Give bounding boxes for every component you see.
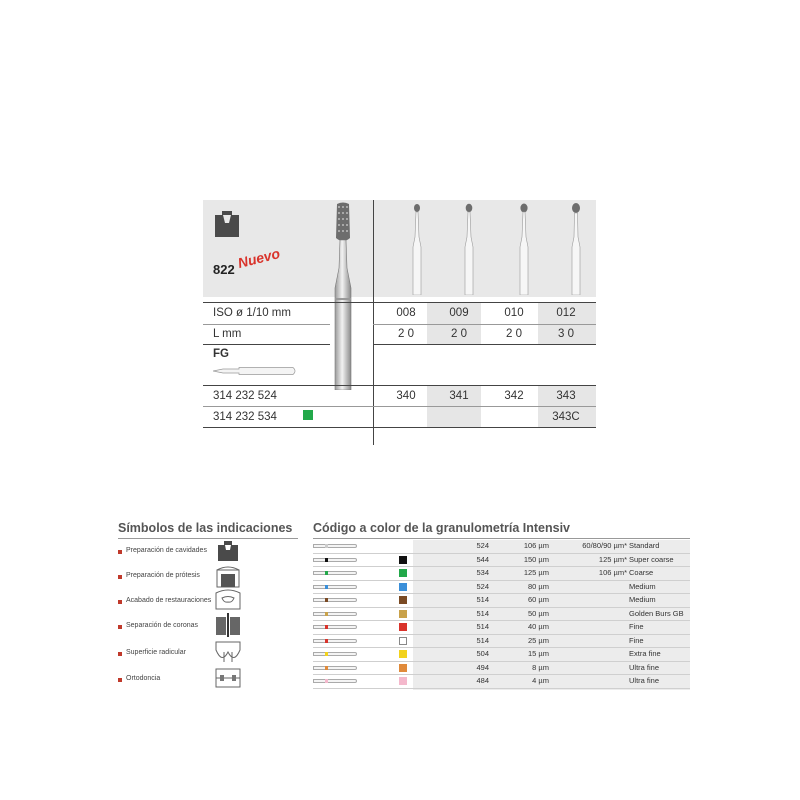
grit-swatch	[399, 569, 407, 577]
ref-code-1: 314 232 524	[213, 390, 277, 402]
grit-row	[313, 662, 690, 675]
grit-alt-size: 106 µm*	[598, 568, 627, 577]
model-number: 822	[213, 262, 235, 277]
grit-row	[313, 554, 690, 567]
ref-code-2: 314 232 534	[213, 411, 277, 423]
bur-mini-icon	[313, 625, 357, 629]
bullet	[118, 625, 122, 629]
symbol-label-finishing: Acabado de restauraciones	[126, 597, 212, 604]
symbol-label-crown-separation: Separación de coronas	[126, 622, 198, 629]
grit-size: 150 µm	[523, 554, 549, 564]
grit-code: 524	[476, 581, 489, 591]
ref-1-value-2: 341	[449, 390, 469, 402]
bullet	[118, 550, 122, 554]
grit-name: Super coarse	[629, 554, 674, 564]
bur-mini-icon	[313, 585, 357, 589]
bur-mini-icon	[313, 639, 357, 643]
grit-name: Medium	[629, 595, 656, 604]
grit-size: 60 µm	[528, 595, 549, 604]
rule-top	[203, 302, 596, 303]
row-divider	[313, 688, 690, 689]
grit-size: 40 µm	[528, 622, 549, 631]
bullet	[118, 575, 122, 579]
iso-value-2: 009	[449, 307, 469, 319]
bur-008-illustration	[411, 203, 423, 295]
grit-name: Fine	[629, 622, 644, 631]
grit-size: 50 µm	[528, 608, 549, 618]
grit-code: 524	[476, 541, 489, 550]
grit-ring	[325, 652, 328, 656]
grit-swatch	[399, 596, 407, 604]
grit-name: Coarse	[629, 568, 654, 577]
bullet	[118, 600, 122, 604]
grit-name: Ultra fine	[629, 676, 660, 685]
iso-value-1: 008	[396, 307, 416, 319]
grit-row	[313, 581, 690, 594]
grit-swatch	[399, 610, 407, 618]
grit-code: 504	[476, 649, 489, 658]
rule-iso-left	[203, 324, 330, 325]
grit-alt-size: 60/80/90 µm*	[582, 541, 627, 550]
grit-ring	[325, 612, 328, 616]
grit-title: Código a color de la granulometría Intensiv	[313, 521, 570, 535]
grit-row	[313, 594, 690, 607]
bullet	[118, 678, 122, 682]
bur-009-illustration	[463, 203, 475, 295]
grit-ring	[325, 679, 328, 683]
root-surface-icon	[214, 640, 242, 664]
grit-ring	[325, 598, 328, 602]
grit-row	[313, 540, 690, 553]
symbols-title: Símbolos de las indicaciones	[118, 521, 293, 535]
grit-ring	[325, 544, 328, 548]
symbol-label-prosthesis: Preparación de prótesis	[126, 572, 200, 579]
grit-rule	[313, 538, 690, 539]
grit-name: Standard	[629, 541, 660, 550]
grit-size: 4 µm	[532, 676, 549, 685]
grit-size: 106 µm	[523, 541, 549, 550]
grit-swatch	[399, 637, 407, 645]
length-value-3: 2 0	[506, 328, 522, 340]
bur-mini-icon	[313, 558, 357, 562]
ref-1-value-4: 343	[556, 390, 576, 402]
grit-swatch	[399, 650, 407, 658]
bullet	[118, 652, 122, 656]
grit-size: 8 µm	[532, 662, 549, 672]
symbol-label-orthodontics: Ortodoncia	[126, 675, 161, 682]
crown-prep-icon	[214, 564, 242, 588]
grit-ring	[325, 558, 328, 562]
length-value-2: 2 0	[451, 328, 467, 340]
grit-row	[313, 635, 690, 648]
new-badge: Nuevo	[236, 245, 282, 271]
rule-refs	[203, 385, 596, 386]
orthodontics-icon	[214, 667, 242, 689]
cavity-icon	[216, 540, 240, 562]
ref-1-value-3: 342	[504, 390, 524, 402]
grit-name: Extra fine	[629, 649, 661, 658]
grit-swatch	[399, 677, 407, 685]
grit-color-table	[313, 518, 690, 693]
symbols-legend	[118, 518, 298, 698]
bur-010-illustration	[518, 203, 530, 295]
grit-ring	[325, 625, 328, 629]
bur-mini-icon	[313, 666, 357, 670]
grit-code: 544	[476, 554, 489, 564]
grit-size: 80 µm	[528, 581, 549, 591]
grit-name: Golden Burs GB	[629, 608, 684, 618]
bur-mini-icon	[313, 571, 357, 575]
grit-row	[313, 621, 690, 634]
rule-length-right	[373, 344, 596, 345]
symbol-label-cavities: Preparación de cavidades	[126, 547, 207, 554]
rule-ref-mid	[203, 406, 596, 407]
grit-code: 514	[476, 635, 489, 645]
grit-ring	[325, 585, 328, 589]
cavity-icon	[212, 209, 242, 239]
ref-2-value-4: 343C	[552, 411, 580, 423]
rule-iso-right	[373, 324, 596, 325]
grit-code: 534	[476, 568, 489, 577]
grit-code: 514	[476, 595, 489, 604]
product-card	[203, 200, 596, 445]
symbols-rule	[118, 538, 298, 539]
bur-mini-icon	[313, 598, 357, 602]
crown-separation-icon	[214, 613, 242, 637]
rule-length-left	[203, 344, 330, 345]
grit-swatch	[399, 664, 407, 672]
fg-shank-icon	[213, 366, 297, 376]
ref-1-value-1: 340	[396, 390, 416, 402]
iso-value-4: 012	[556, 307, 576, 319]
grit-row	[313, 648, 690, 661]
grit-swatch-green	[303, 410, 313, 420]
finishing-icon	[214, 589, 242, 611]
grit-ring	[325, 666, 328, 670]
length-value-4: 3 0	[558, 328, 574, 340]
grit-name: Fine	[629, 635, 644, 645]
bur-012-illustration	[570, 203, 582, 295]
grit-row	[313, 567, 690, 580]
bur-mini-icon	[313, 544, 357, 548]
grit-swatch	[399, 623, 407, 631]
length-value-1: 2 0	[398, 328, 414, 340]
grit-size: 25 µm	[528, 635, 549, 645]
length-label: L mm	[213, 328, 242, 340]
iso-label: ISO ø 1/10 mm	[213, 307, 291, 319]
column-separator	[373, 200, 374, 445]
iso-value-3: 010	[504, 307, 524, 319]
grit-ring	[325, 639, 328, 643]
grit-name: Ultra fine	[629, 662, 660, 672]
grit-ring	[325, 571, 328, 575]
bur-mini-icon	[313, 612, 357, 616]
grit-size: 125 µm	[523, 568, 549, 577]
grit-row	[313, 608, 690, 621]
symbol-label-root-surface: Superficie radicular	[126, 649, 186, 656]
grit-row	[313, 675, 690, 688]
rule-bottom	[203, 427, 596, 428]
grit-code: 484	[476, 676, 489, 685]
shank-label: FG	[213, 348, 229, 360]
grit-alt-size: 125 µm*	[598, 554, 627, 564]
grit-name: Medium	[629, 581, 656, 591]
grit-swatch	[399, 556, 407, 564]
grit-code: 514	[476, 622, 489, 631]
bur-mini-icon	[313, 679, 357, 683]
grit-swatch	[399, 583, 407, 591]
grit-size: 15 µm	[528, 649, 549, 658]
grit-code: 494	[476, 662, 489, 672]
bur-large-illustration	[331, 202, 355, 390]
grit-code: 514	[476, 608, 489, 618]
bur-mini-icon	[313, 652, 357, 656]
